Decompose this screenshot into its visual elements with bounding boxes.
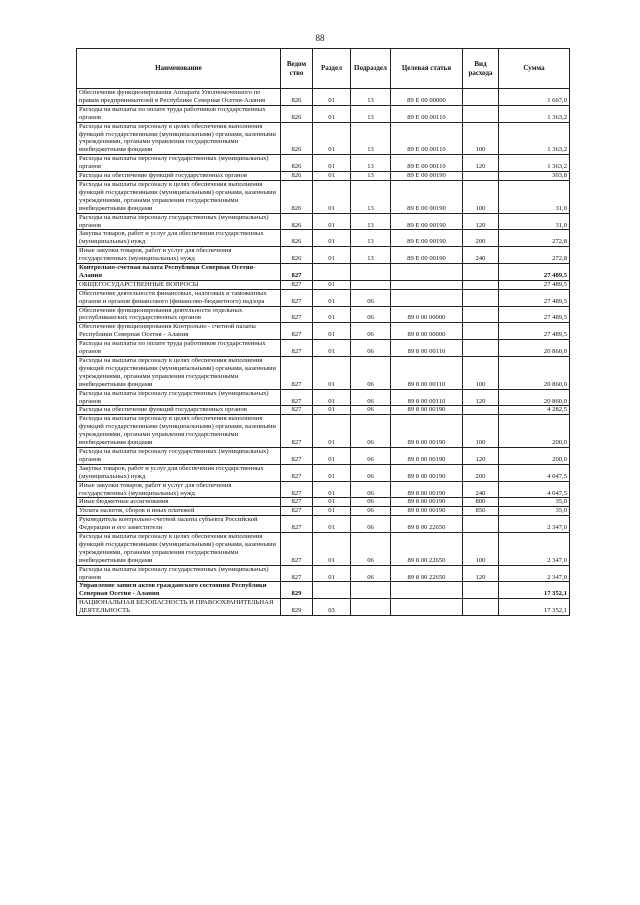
row-department-cell: 827 <box>281 481 313 498</box>
row-section-cell <box>313 582 351 599</box>
row-section-cell: 01 <box>313 122 351 155</box>
header-target-item: Целевая статья <box>391 49 463 89</box>
table-row <box>77 280 570 289</box>
row-name-cell: Расходы на выплаты персоналу государственных (муниципальных) органов <box>77 389 281 406</box>
row-target-item-cell: 89 Е 00 00190 <box>391 180 463 213</box>
row-subsection-cell: 06 <box>351 565 391 582</box>
row-expense-type-cell: 100 <box>463 122 499 155</box>
row-expense-type-cell <box>463 89 499 106</box>
row-target-item-cell: 89 8 00 00110 <box>391 340 463 357</box>
row-department-cell: 827 <box>281 264 313 281</box>
row-amount-cell: 2 347,0 <box>499 565 570 582</box>
row-name-cell: Обеспечение функционирования деятельности отдельных республиканских государственных органов <box>77 306 281 323</box>
row-expense-type-cell <box>463 264 499 281</box>
row-amount-cell: 1 363,2 <box>499 122 570 155</box>
row-department-cell: 826 <box>281 247 313 264</box>
row-expense-type-cell: 120 <box>463 447 499 464</box>
page-number: 88 <box>315 33 325 43</box>
row-expense-type-cell: 120 <box>463 565 499 582</box>
row-section-cell: 01 <box>313 247 351 264</box>
row-department-cell: 827 <box>281 323 313 340</box>
row-name-cell: Иные закупки товаров, работ и услуг для обеспечения государственных (муниципальных) нужд <box>77 247 281 264</box>
row-amount-cell: 27 489,5 <box>499 306 570 323</box>
row-name-cell: Расходы на выплаты по оплате труда работников государственных органов <box>77 340 281 357</box>
row-department-cell: 827 <box>281 507 313 516</box>
table-row <box>77 447 570 464</box>
row-subsection-cell: 13 <box>351 155 391 172</box>
row-name-cell: Управление записи актов гражданского состояния Республики Северная Осетия - Алания <box>77 582 281 599</box>
row-name-cell: Иные бюджетные ассигнования <box>77 498 281 507</box>
row-amount-cell: 4 282,5 <box>499 406 570 415</box>
row-subsection-cell: 06 <box>351 498 391 507</box>
row-expense-type-cell: 850 <box>463 507 499 516</box>
row-target-item-cell <box>391 599 463 616</box>
row-section-cell: 01 <box>313 415 351 448</box>
row-department-cell: 827 <box>281 280 313 289</box>
row-amount-cell: 200,0 <box>499 415 570 448</box>
row-target-item-cell: 89 Е 00 00110 <box>391 155 463 172</box>
row-department-cell: 827 <box>281 415 313 448</box>
row-department-cell: 827 <box>281 464 313 481</box>
row-amount-cell: 27 489,5 <box>499 289 570 306</box>
row-amount-cell: 2 347,0 <box>499 533 570 566</box>
row-target-item-cell: 89 8 00 00190 <box>391 406 463 415</box>
row-department-cell: 829 <box>281 599 313 616</box>
row-department-cell: 827 <box>281 389 313 406</box>
row-amount-cell: 1 667,0 <box>499 89 570 106</box>
row-target-item-cell: 89 8 00 00190 <box>391 498 463 507</box>
row-target-item-cell: 89 Е 00 00000 <box>391 89 463 106</box>
row-target-item-cell <box>391 582 463 599</box>
row-department-cell: 826 <box>281 213 313 230</box>
row-subsection-cell <box>351 280 391 289</box>
table-row <box>77 230 570 247</box>
row-subsection-cell: 13 <box>351 230 391 247</box>
row-name-cell: Расходы на выплаты персоналу в целях обеспечения выполнения функций государственными (муниципальными) органами, казенными учреждениями, органами управления государственными внебюджетными фондами <box>77 180 281 213</box>
row-subsection-cell: 06 <box>351 516 391 533</box>
row-name-cell: Расходы на выплаты персоналу государственных (муниципальных) органов <box>77 565 281 582</box>
row-section-cell: 01 <box>313 105 351 122</box>
row-expense-type-cell <box>463 582 499 599</box>
row-expense-type-cell: 100 <box>463 533 499 566</box>
budget-table <box>76 48 570 616</box>
table-row <box>77 122 570 155</box>
row-expense-type-cell: 240 <box>463 481 499 498</box>
table-row <box>77 565 570 582</box>
row-section-cell: 01 <box>313 389 351 406</box>
row-section-cell <box>313 264 351 281</box>
row-section-cell: 01 <box>313 516 351 533</box>
row-subsection-cell: 06 <box>351 406 391 415</box>
row-expense-type-cell: 120 <box>463 155 499 172</box>
row-department-cell: 826 <box>281 105 313 122</box>
row-name-cell: Закупка товаров, работ и услуг для обеспечения государственных (муниципальных) нужд <box>77 464 281 481</box>
row-subsection-cell <box>351 599 391 616</box>
row-expense-type-cell <box>463 280 499 289</box>
row-name-cell: НАЦИОНАЛЬНАЯ БЕЗОПАСНОСТЬ И ПРАВООХРАНИТЕЛЬНАЯ ДЕЯТЕЛЬНОСТЬ <box>77 599 281 616</box>
row-department-cell: 826 <box>281 172 313 181</box>
row-target-item-cell: 89 8 00 22650 <box>391 533 463 566</box>
row-section-cell: 01 <box>313 406 351 415</box>
row-expense-type-cell <box>463 172 499 181</box>
table-row <box>77 599 570 616</box>
row-department-cell: 827 <box>281 498 313 507</box>
row-expense-type-cell <box>463 289 499 306</box>
row-name-cell: Расходы на выплаты персоналу государственных (муниципальных) органов <box>77 447 281 464</box>
row-target-item-cell: 89 Е 00 00110 <box>391 122 463 155</box>
row-section-cell: 01 <box>313 155 351 172</box>
row-subsection-cell: 06 <box>351 464 391 481</box>
row-name-cell: Руководитель контрольно-счетной палаты субъекта Российской Федерации и его заместители <box>77 516 281 533</box>
table-row <box>77 264 570 281</box>
row-target-item-cell: 89 Е 00 00190 <box>391 230 463 247</box>
row-name-cell: Обеспечение функционирования Контрольно - счетной палаты Республики Северная Осетия - Алания <box>77 323 281 340</box>
table-row <box>77 155 570 172</box>
row-subsection-cell: 06 <box>351 481 391 498</box>
row-department-cell: 826 <box>281 180 313 213</box>
row-amount-cell: 2 347,0 <box>499 516 570 533</box>
row-target-item-cell: 89 8 00 00110 <box>391 357 463 390</box>
row-department-cell: 827 <box>281 406 313 415</box>
row-amount-cell: 4 047,5 <box>499 481 570 498</box>
row-section-cell: 01 <box>313 481 351 498</box>
row-section-cell: 01 <box>313 464 351 481</box>
row-department-cell: 827 <box>281 565 313 582</box>
table-row <box>77 323 570 340</box>
row-subsection-cell: 13 <box>351 89 391 106</box>
row-amount-cell: 27 489,5 <box>499 323 570 340</box>
row-target-item-cell: 89 Е 00 00190 <box>391 247 463 264</box>
row-section-cell: 01 <box>313 507 351 516</box>
table-row <box>77 498 570 507</box>
table-row <box>77 415 570 448</box>
row-amount-cell: 1 363,2 <box>499 105 570 122</box>
row-amount-cell: 31,0 <box>499 213 570 230</box>
row-name-cell: Расходы на выплаты персоналу в целях обеспечения выполнения функций государственными (муниципальными) органами, казенными учреждениями, органами управления государственными внебюджетными фондами <box>77 357 281 390</box>
row-section-cell: 01 <box>313 230 351 247</box>
row-section-cell: 01 <box>313 180 351 213</box>
row-subsection-cell: 06 <box>351 289 391 306</box>
header-section: Раздел <box>313 49 351 89</box>
table-row <box>77 213 570 230</box>
row-amount-cell: 200,0 <box>499 447 570 464</box>
row-name-cell: Расходы на обеспечение функций государственных органов <box>77 172 281 181</box>
table-row <box>77 533 570 566</box>
row-department-cell: 829 <box>281 582 313 599</box>
table-row <box>77 507 570 516</box>
table-row <box>77 247 570 264</box>
row-subsection-cell: 13 <box>351 105 391 122</box>
row-name-cell: ОБЩЕГОСУДАРСТВЕННЫЕ ВОПРОСЫ <box>77 280 281 289</box>
table-row <box>77 582 570 599</box>
row-amount-cell: 272,8 <box>499 247 570 264</box>
row-department-cell: 827 <box>281 340 313 357</box>
row-target-item-cell: 89 Е 00 00110 <box>391 105 463 122</box>
row-section-cell: 01 <box>313 340 351 357</box>
row-name-cell: Расходы на выплаты по оплате труда работников государственных органов <box>77 105 281 122</box>
row-amount-cell: 20 860,0 <box>499 340 570 357</box>
row-subsection-cell: 13 <box>351 213 391 230</box>
row-expense-type-cell <box>463 340 499 357</box>
row-department-cell: 826 <box>281 122 313 155</box>
row-target-item-cell: 89 8 00 00190 <box>391 481 463 498</box>
row-department-cell: 827 <box>281 516 313 533</box>
row-name-cell: Расходы на выплаты персоналу государственных (муниципальных) органов <box>77 155 281 172</box>
row-target-item-cell: 89 8 00 00190 <box>391 415 463 448</box>
row-expense-type-cell: 200 <box>463 464 499 481</box>
row-name-cell: Иные закупки товаров, работ и услуг для обеспечения государственных (муниципальных) нужд <box>77 481 281 498</box>
row-section-cell: 01 <box>313 306 351 323</box>
table-row <box>77 172 570 181</box>
table-row <box>77 289 570 306</box>
row-subsection-cell: 06 <box>351 447 391 464</box>
table-row <box>77 180 570 213</box>
row-target-item-cell <box>391 280 463 289</box>
row-amount-cell: 35,0 <box>499 507 570 516</box>
row-expense-type-cell: 800 <box>463 498 499 507</box>
row-department-cell: 827 <box>281 289 313 306</box>
row-department-cell: 827 <box>281 357 313 390</box>
row-target-item-cell <box>391 264 463 281</box>
row-amount-cell: 20 860,0 <box>499 357 570 390</box>
row-section-cell: 01 <box>313 357 351 390</box>
row-amount-cell: 303,8 <box>499 172 570 181</box>
header-name: Наименование <box>77 49 281 89</box>
table-row <box>77 516 570 533</box>
row-subsection-cell: 13 <box>351 247 391 264</box>
row-name-cell: Расходы на выплаты персоналу в целях обеспечения выполнения функций государственными (муниципальными) органами, казенными учреждениями, органами управления государственными внебюджетными фондами <box>77 415 281 448</box>
row-name-cell: Расходы на выплаты персоналу государственных (муниципальных) органов <box>77 213 281 230</box>
row-name-cell: Контрольно-счетная палата Республики Северная Осетия-Алания <box>77 264 281 281</box>
row-subsection-cell: 06 <box>351 340 391 357</box>
row-subsection-cell <box>351 264 391 281</box>
row-expense-type-cell: 120 <box>463 389 499 406</box>
row-expense-type-cell: 120 <box>463 213 499 230</box>
row-name-cell: Обеспечение функционирования Аппарата Уполномоченного по правам предпринимателей в Республике Северная Осетия-Алания <box>77 89 281 106</box>
row-section-cell: 01 <box>313 280 351 289</box>
row-subsection-cell: 06 <box>351 507 391 516</box>
table-row <box>77 389 570 406</box>
row-expense-type-cell: 240 <box>463 247 499 264</box>
row-amount-cell: 31,0 <box>499 180 570 213</box>
row-target-item-cell: 89 8 00 22650 <box>391 565 463 582</box>
row-section-cell: 03 <box>313 599 351 616</box>
row-subsection-cell: 13 <box>351 122 391 155</box>
row-amount-cell: 27 489,5 <box>499 280 570 289</box>
row-amount-cell: 35,0 <box>499 498 570 507</box>
row-expense-type-cell <box>463 306 499 323</box>
row-section-cell: 01 <box>313 89 351 106</box>
table-row <box>77 105 570 122</box>
header-expense-type: Вид расхода <box>463 49 499 89</box>
row-section-cell: 01 <box>313 565 351 582</box>
row-department-cell: 827 <box>281 306 313 323</box>
row-amount-cell: 1 363,2 <box>499 155 570 172</box>
row-subsection-cell: 06 <box>351 306 391 323</box>
row-name-cell: Обеспечение деятельности финансовых, налоговых и таможенных органов и органов финансового (финансово-бюджетного) надзора <box>77 289 281 306</box>
row-target-item-cell: 89 8 00 00190 <box>391 507 463 516</box>
table-row <box>77 357 570 390</box>
row-subsection-cell: 13 <box>351 172 391 181</box>
row-department-cell: 826 <box>281 230 313 247</box>
row-expense-type-cell <box>463 323 499 340</box>
row-subsection-cell: 06 <box>351 415 391 448</box>
row-section-cell: 01 <box>313 533 351 566</box>
row-subsection-cell <box>351 582 391 599</box>
row-subsection-cell: 06 <box>351 323 391 340</box>
row-department-cell: 827 <box>281 533 313 566</box>
row-target-item-cell: 89 Е 00 00190 <box>391 213 463 230</box>
row-amount-cell: 17 352,1 <box>499 582 570 599</box>
row-amount-cell: 17 352,1 <box>499 599 570 616</box>
row-expense-type-cell <box>463 516 499 533</box>
row-target-item-cell: 89 Е 00 00190 <box>391 172 463 181</box>
table-row <box>77 464 570 481</box>
row-target-item-cell: 89 0 00 00000 <box>391 306 463 323</box>
row-expense-type-cell <box>463 105 499 122</box>
header-subsection: Подраздел <box>351 49 391 89</box>
row-expense-type-cell <box>463 406 499 415</box>
table-row <box>77 406 570 415</box>
row-amount-cell: 4 047,5 <box>499 464 570 481</box>
row-expense-type-cell: 100 <box>463 357 499 390</box>
row-section-cell: 01 <box>313 289 351 306</box>
row-amount-cell: 272,8 <box>499 230 570 247</box>
row-amount-cell: 20 860,0 <box>499 389 570 406</box>
row-department-cell: 826 <box>281 155 313 172</box>
row-section-cell: 01 <box>313 447 351 464</box>
row-section-cell: 01 <box>313 172 351 181</box>
row-department-cell: 826 <box>281 89 313 106</box>
row-section-cell: 01 <box>313 213 351 230</box>
row-target-item-cell: 89 8 00 00110 <box>391 389 463 406</box>
row-subsection-cell: 06 <box>351 357 391 390</box>
row-amount-cell: 27 489,5 <box>499 264 570 281</box>
row-target-item-cell: 89 8 00 22650 <box>391 516 463 533</box>
header-department: Ведом ство <box>281 49 313 89</box>
table-row <box>77 89 570 106</box>
row-expense-type-cell: 200 <box>463 230 499 247</box>
row-target-item-cell: 89 8 00 00190 <box>391 447 463 464</box>
row-target-item-cell: 89 8 00 00000 <box>391 323 463 340</box>
row-subsection-cell: 06 <box>351 389 391 406</box>
row-expense-type-cell: 100 <box>463 180 499 213</box>
row-section-cell: 01 <box>313 498 351 507</box>
row-target-item-cell <box>391 289 463 306</box>
table-body <box>77 89 570 616</box>
table-row <box>77 481 570 498</box>
table-row <box>77 340 570 357</box>
row-subsection-cell: 13 <box>351 180 391 213</box>
row-expense-type-cell <box>463 599 499 616</box>
row-name-cell: Расходы на обеспечение функций государственных органов <box>77 406 281 415</box>
row-name-cell: Уплата налогов, сборов и иных платежей <box>77 507 281 516</box>
row-target-item-cell: 89 8 00 00190 <box>391 464 463 481</box>
row-department-cell: 827 <box>281 447 313 464</box>
row-section-cell: 01 <box>313 323 351 340</box>
row-expense-type-cell: 100 <box>463 415 499 448</box>
row-name-cell: Расходы на выплаты персоналу в целях обеспечения выполнения функций государственными (муниципальными) органами, казенными учреждениями, органами управления государственными внебюджетными фондами <box>77 533 281 566</box>
row-name-cell: Закупка товаров, работ и услуг для обеспечения государственных (муниципальных) нужд <box>77 230 281 247</box>
table-header-row <box>77 49 570 89</box>
row-subsection-cell: 06 <box>351 533 391 566</box>
header-amount: Сумма <box>499 49 570 89</box>
row-name-cell: Расходы на выплаты персоналу в целях обеспечения выполнения функций государственными (муниципальными) органами, казенными учреждениями, органами управления государственными внебюджетными фондами <box>77 122 281 155</box>
table-row <box>77 306 570 323</box>
